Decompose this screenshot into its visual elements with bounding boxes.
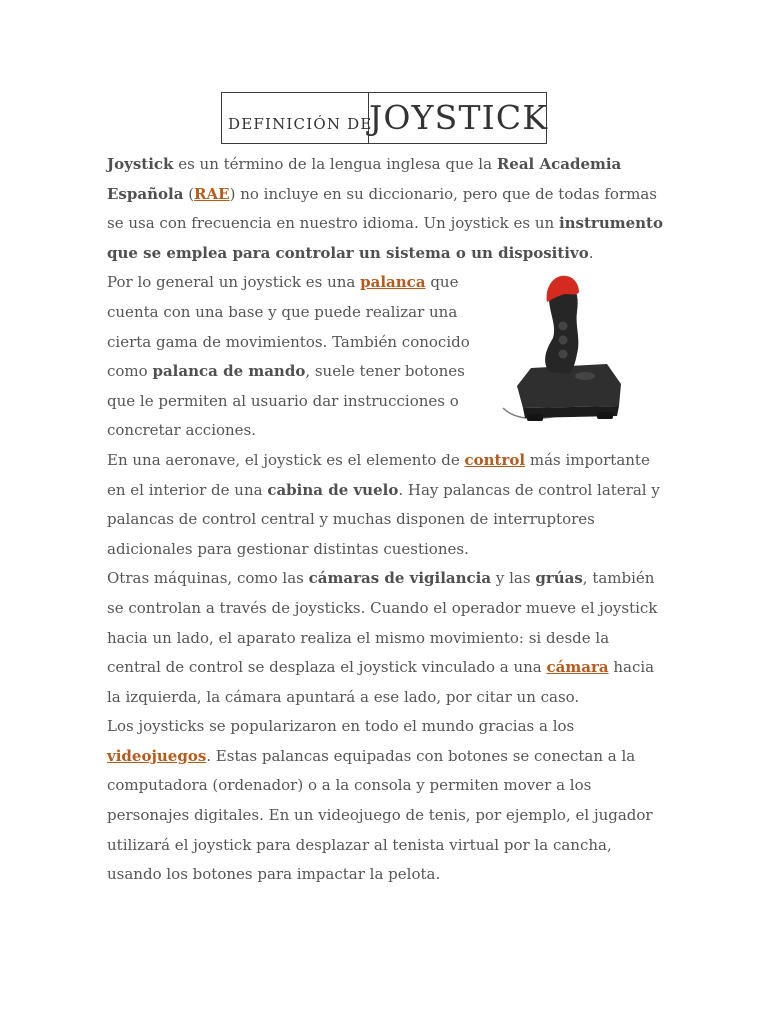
title-block [221,92,547,144]
text-run: Por lo general un joystick es una [107,273,361,292]
bold-term-gruas: grúas [535,569,583,588]
text-run: . Estas palancas equipadas con botones se conectan a la computadora (ordenador) o a la consola y permiten mover a los personajes digitales. En un videojuego de tenis, por ejemplo, el jugador utilizará el joystick para desplazar al tenista virtual por la cancha, usando los botones para impactar la pelota. [107,746,653,884]
text-run: ) no incluye en su diccionario, pero que de todas formas se usa con frecuencia en nuestro idioma. Un joystick es un [107,184,657,233]
text-run: ( [183,184,195,203]
bold-term-definition: instrumento que se emplea para controlar un sistema o un dispositivo [107,214,663,262]
paragraph-palanca [107,268,663,446]
text-run: Los joysticks se popularizaron en todo el mundo gracias a los [107,717,575,736]
bold-term-joystick: Joystick [107,155,174,173]
link-palanca[interactable]: palanca [360,273,426,292]
link-videojuegos[interactable]: videojuegos [107,746,207,765]
text-run: . Hay palancas de control lateral y palancas de control central y muchas disponen de interruptores adicionales para gestionar distintas cuestiones. [107,480,660,558]
link-camara[interactable]: cámara [546,658,609,677]
link-control[interactable]: control [464,450,526,469]
bold-term-cabina-de-vuelo: cabina de vuelo [267,480,399,499]
text-run: y las [491,569,536,588]
text-run: En una aeronave, el joystick es el elemento de [107,450,465,469]
bold-term-palanca-de-mando: palanca de mando [152,362,306,381]
bold-term-rae-name: Real Academia Española [107,155,622,203]
article-body [107,150,663,890]
paragraph-maquinas [107,564,663,712]
joystick-image [501,268,649,428]
text-run: que cuenta con una base y que puede realizar una cierta gama de movimientos. También conocido como [107,273,470,381]
text-run: , suele tener botones que le permiten al usuario dar instrucciones o concretar acciones. [107,362,465,440]
text-run: más importante en el interior de una [107,450,650,499]
page-title: JOYSTICK [369,98,549,137]
text-run: hacia la izquierda, la cámara apuntará a ese lado, por citar un caso. [107,658,655,706]
text-run: es un término de la lengua inglesa que la [173,155,497,173]
bold-term-camaras-de-vigilancia: cámaras de vigilancia [308,569,492,588]
paragraph-aeronave [107,446,663,564]
paragraph-videojuegos [107,712,663,890]
text-run: , también se controlan a través de joysticks. Cuando el operador mueve el joystick hacia un lado, el aparato realiza el mismo movimiento: si desde la central de control se desplaza el joystick vinculado a una [107,569,658,677]
title-prefix: DEFINICIÓN DE [228,115,373,133]
text-run: Otras máquinas, como las [107,569,309,588]
text-run: . [588,243,594,262]
paragraph-intro [107,150,663,268]
link-rae[interactable]: RAE [194,184,230,203]
